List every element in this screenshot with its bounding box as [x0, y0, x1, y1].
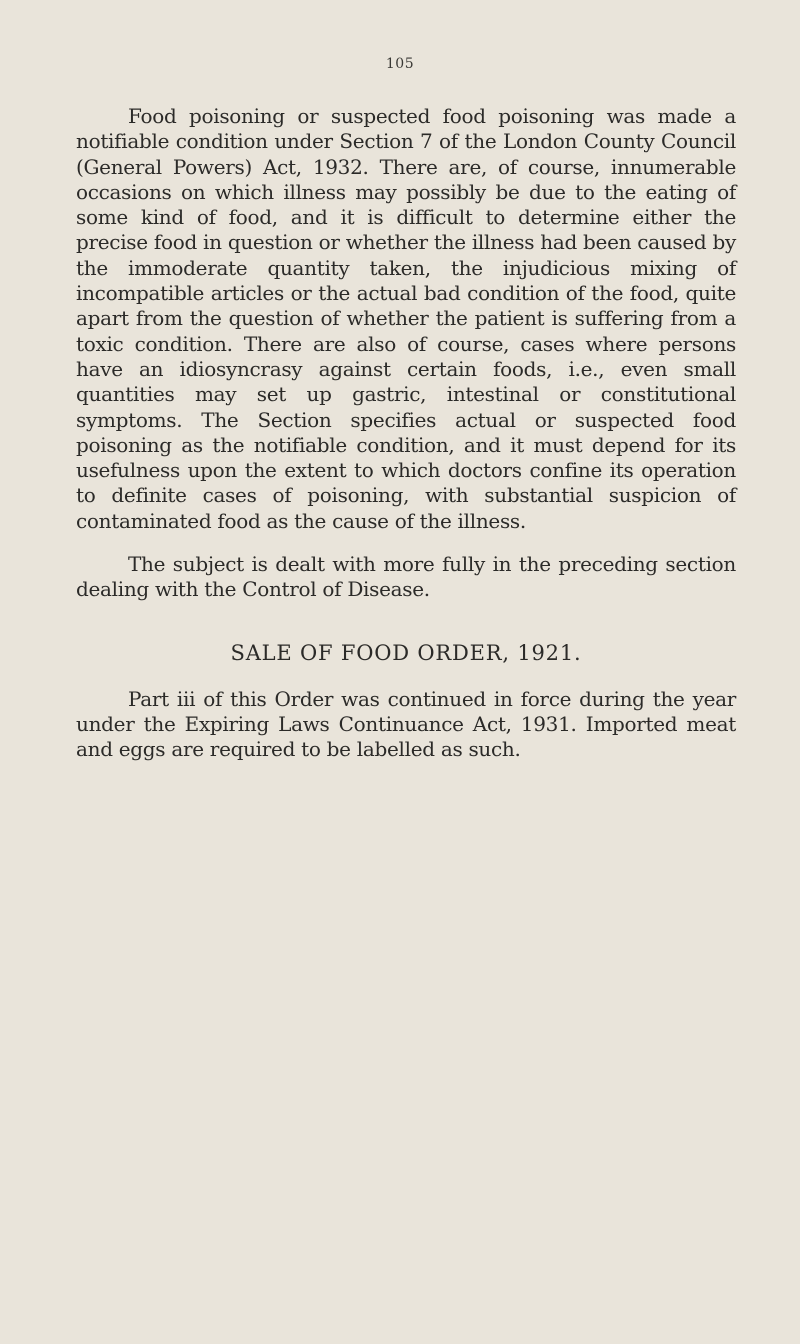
- paragraph-food-poisoning: Food poisoning or suspected food poisoning was made a notifiable condition under Section 7 of the London County Council (General Powers) Act, 1932. There are, of course, innumerable occasions on which illness may possibly be due to the eating of some kind of food, and it is difficult to determine either the precise food in question or whether the illness had been caused by the immoderate quantity taken, the injudicious mixing of incompatible articles or the actual bad condition of the food, quite apart from the question of whether the patient is suffering from a toxic condition. There are also of course, cases where persons have an idiosyncrasy against certain foods, i.e., even small quantities may set up gastric, intestinal or constitutional symptoms. The Section specifies actual or suspected food poisoning as the notifiable condition, and it must depend for its usefulness upon the extent to which doctors confine its operation to definite cases of poisoning, with substantial suspicion of contaminated food as the cause of the illness.: [76, 104, 736, 533]
- paragraph-subject-reference: The subject is dealt with more fully in the preceding section dealing with the Control of Disease.: [76, 552, 736, 602]
- paragraph-sale-of-food-order: Part iii of this Order was continued in force during the year under the Expiring Laws Continuance Act, 1931. Imported meat and eggs are required to be labelled as such.: [76, 686, 736, 762]
- page-number: 105: [385, 56, 415, 72]
- section-heading: SALE OF FOOD ORDER, 1921.: [230, 640, 582, 665]
- page-content: [76, 104, 736, 763]
